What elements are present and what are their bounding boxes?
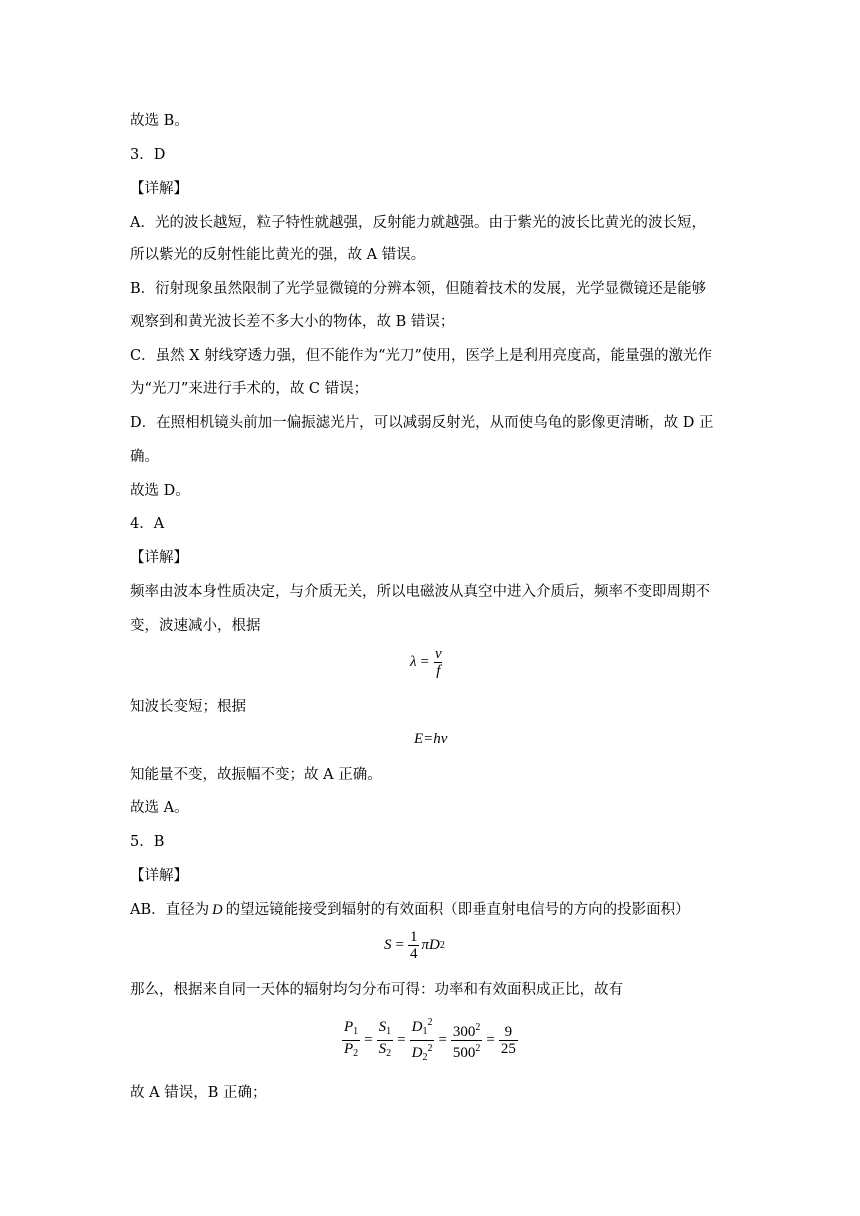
text-line: 知波长变短；根据 (130, 699, 246, 715)
eq-denominator: 4 (409, 946, 418, 962)
eq-s: S (384, 937, 392, 953)
section-heading: 【详解】 (130, 550, 188, 566)
eq-equals: = (364, 1032, 373, 1048)
eq-subscript: 1 (353, 1026, 359, 1037)
eq-equals: = (420, 654, 429, 670)
section-heading: 【详解】 (130, 868, 188, 884)
energy-equation: E=hν (414, 731, 448, 747)
eq-fraction-s (377, 1019, 394, 1062)
section-heading: 【详解】 (130, 181, 188, 197)
eq-exponent: 2 (475, 1022, 481, 1033)
eq-p2: P (344, 1041, 354, 1057)
text-line: 确。 (130, 449, 159, 465)
eq-fraction-d (410, 1015, 435, 1066)
text-line: 频率由波本身性质决定，与介质无关，所以电磁波从真空中进入介质后，频率不变即周期不 (130, 584, 710, 600)
eq-equals: = (486, 1032, 495, 1048)
area-equation (384, 929, 445, 962)
eq-fraction (433, 646, 444, 679)
question-number: 3．D (130, 147, 166, 163)
eq-s1: S (378, 1019, 387, 1035)
text-line (130, 900, 690, 920)
text-line: 故选 A。 (130, 800, 189, 816)
eq-p1: P (344, 1019, 354, 1035)
question-number: 4．A (130, 516, 165, 532)
text-line: 故选 D。 (130, 483, 190, 499)
question-number: 5．B (130, 834, 165, 850)
text-variable: D (212, 902, 223, 918)
eq-subscript: 2 (353, 1048, 359, 1059)
eq-subscript: 1 (386, 1026, 392, 1037)
text-line: A．光的波长越短，粒子特性就越强，反射能力就越强。由于紫光的波长比黄光的波长短， (130, 215, 706, 231)
eq-numerator: 1 (409, 929, 418, 945)
eq-s2: S (378, 1041, 387, 1057)
text-line: 故选 B。 (130, 113, 189, 129)
eq-subscript: 1 (422, 1026, 428, 1037)
power-ratio-equation (342, 1015, 518, 1066)
eq-equals: = (438, 1032, 447, 1048)
eq-equals: = (397, 1032, 406, 1048)
eq-equals: = (395, 937, 404, 953)
text-line: 那么，根据来自同一天体的辐射均匀分布可得：功率和有效面积成正比，故有 (130, 982, 623, 998)
eq-d1: D (411, 1019, 423, 1035)
eq-pi-d: πD (421, 937, 440, 953)
wavelength-equation (410, 646, 444, 679)
text-line: 知能量不变，故振幅不变；故 A 正确。 (130, 767, 382, 783)
eq-numerator: v (434, 646, 442, 662)
eq-exponent: 2 (475, 1043, 481, 1054)
eq-subscript: 2 (422, 1052, 428, 1063)
eq-fraction (408, 929, 420, 962)
text-line: 观察到和黄光波长差不多大小的物体，故 B 错误； (130, 314, 455, 330)
text-line: D．在照相机镜头前加一偏振滤光片，可以减弱反射光，从而使乌龟的影像更清晰，故 D 正 (130, 415, 714, 431)
text-line: 为“光刀”来进行手术的，故 C 错误； (130, 381, 369, 397)
text-line: 故 A 错误，B 正确； (130, 1085, 267, 1101)
text-segment: 的望远镜能接受到辐射的有效面积（即垂直射电信号的方向的投影面积） (225, 902, 690, 918)
eq-result-denominator: 25 (500, 1041, 516, 1057)
eq-exponent: 2 (427, 1043, 433, 1054)
text-line: B．衍射现象虽然限制了光学显微镜的分辨本领，但随着技术的发展，光学显微镜还是能够 (130, 281, 707, 297)
text-segment: AB．直径为 (130, 902, 210, 918)
text-line: C．虽然 X 射线穿透力强，但不能作为“光刀”使用，医学上是利用亮度高，能量强的激光作 (130, 348, 712, 364)
eq-300: 300 (452, 1024, 476, 1040)
eq-subscript: 2 (386, 1048, 392, 1059)
eq-fraction-numbers (451, 1020, 483, 1061)
eq-result-numerator: 9 (504, 1024, 513, 1040)
text-line: 所以紫光的反射性能比黄光的强，故 A 错误。 (130, 247, 426, 263)
eq-exponent: 2 (427, 1017, 433, 1028)
eq-fraction-p (342, 1019, 360, 1062)
eq-fraction-result (499, 1024, 518, 1057)
text-line: 变，波速减小，根据 (130, 618, 261, 634)
eq-d2: D (411, 1045, 423, 1061)
eq-500: 500 (452, 1045, 476, 1061)
eq-exponent: 2 (439, 940, 445, 951)
eq-lambda: λ (410, 654, 417, 670)
eq-denominator: f (436, 663, 441, 679)
